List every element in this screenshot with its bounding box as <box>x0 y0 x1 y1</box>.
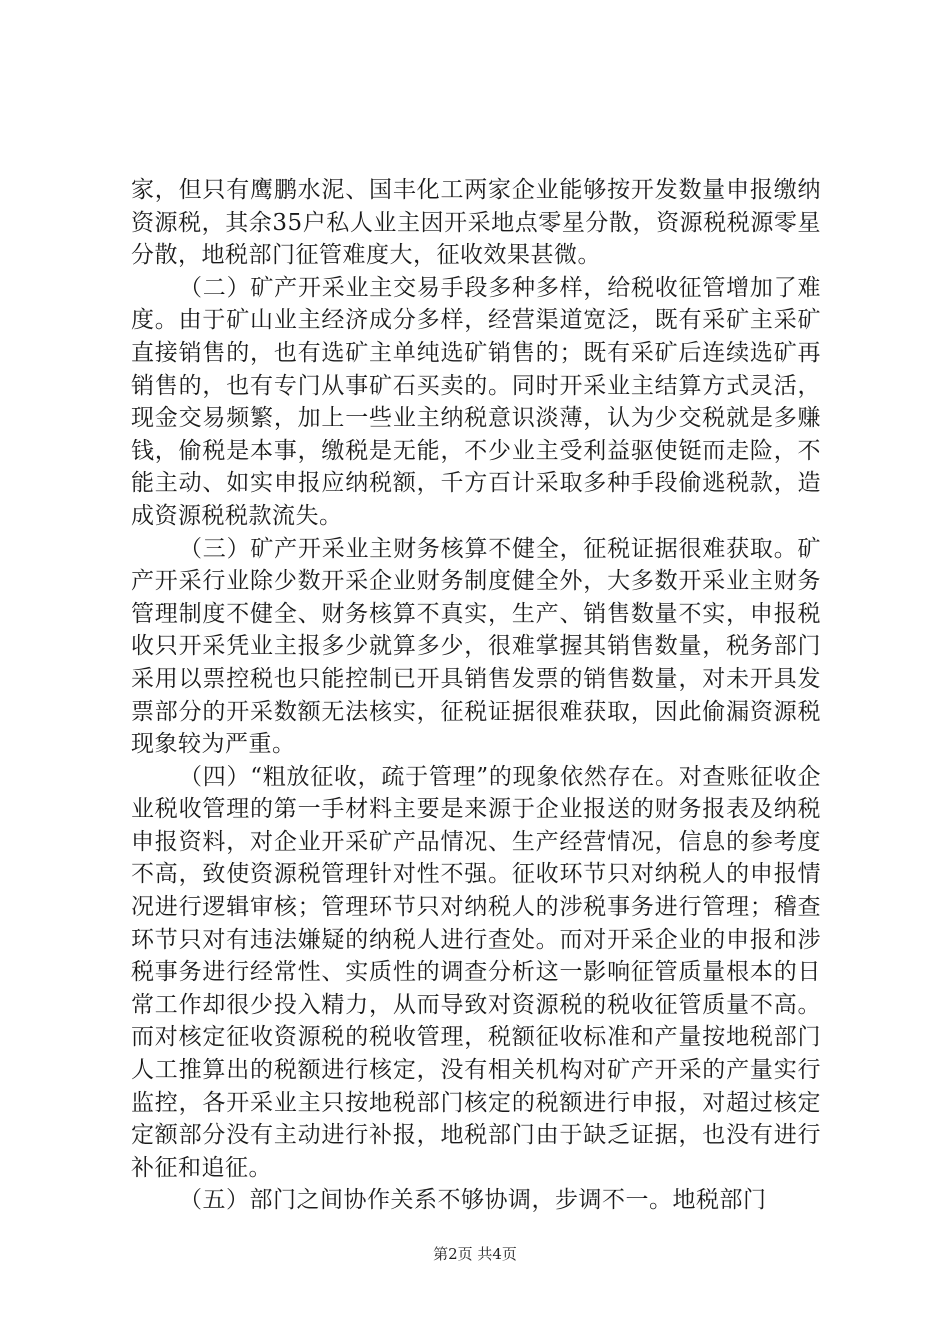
paragraph-continuation: 家，但只有鹰鹏水泥、国丰化工两家企业能够按开发数量申报缴纳资源税，其余35户私人业主因开采地点零星分散，资源税税源零星分散，地税部门征管难度大，征收效果甚微。 <box>131 177 821 269</box>
paragraph-section-5: （五）部门之间协作关系不够协调，步调不一。地税部门 <box>179 1187 767 1214</box>
paragraph-section-3: （三）矿产开采业主财务核算不健全，征税证据很难获取。矿产开采行业除少数开采企业财务制度健全外，大多数开采业主财务管理制度不健全、财务核算不真实，生产、销售数量不实，申报税收只开采凭业主报多少就算多少，很难掌握其销售数量，税务部门采用以票控税也只能控制已开具销售发票的销售数量，对未开具发票部分的开采数额无法核实，征税证据很难获取，因此偷漏资源税现象较为严重。 <box>131 535 821 758</box>
page-footer: 第2页 共4页 <box>433 1245 517 1263</box>
paragraph-section-4: （四）“粗放征收，疏于管理”的现象依然存在。对查账征收企业税收管理的第一手材料主要是来源于企业报送的财务报表及纳税申报资料，对企业开采矿产品情况、生产经营情况，信息的参考度不高，致使资源税管理针对性不强。征收环节只对纳税人的申报情况进行逻辑审核；管理环节只对纳税人的涉税事务进行管理；稽查环节只对有违法嫌疑的纳税人进行查处。而对开采企业的申报和涉税事务进行经常性、实质性的调查分析这一影响征管质量根本的日常工作却很少投入精力，从而导致对资源税的税收征管质量不高。而对核定征收资源税的税收管理，税额征收标准和产量按地税部门人工推算出的税额进行核定，没有相关机构对矿产开采的产量实行监控，各开采业主只按地税部门核定的税额进行申报，对超过核定定额部分没有主动进行补报，地税部门由于缺乏证据，也没有进行补征和追征。 <box>131 763 821 1181</box>
paragraph-section-2: （二）矿产开采业主交易手段多种多样，给税收征管增加了难度。由于矿山业主经济成分多样，经营渠道宽泛，既有采矿主采矿直接销售的，也有选矿主单纯选矿销售的；既有采矿后连续选矿再销售的，也有专门从事矿石买卖的。同时开采业主结算方式灵活，现金交易频繁，加上一些业主纳税意识淡薄，认为少交税就是多赚钱，偷税是本事，缴税是无能，不少业主受利益驱使铤而走险，不能主动、如实申报应纳税额，千方百计采取多种手段偷逃税款，造成资源税税款流失。 <box>131 274 821 529</box>
document-body <box>131 174 821 1217</box>
